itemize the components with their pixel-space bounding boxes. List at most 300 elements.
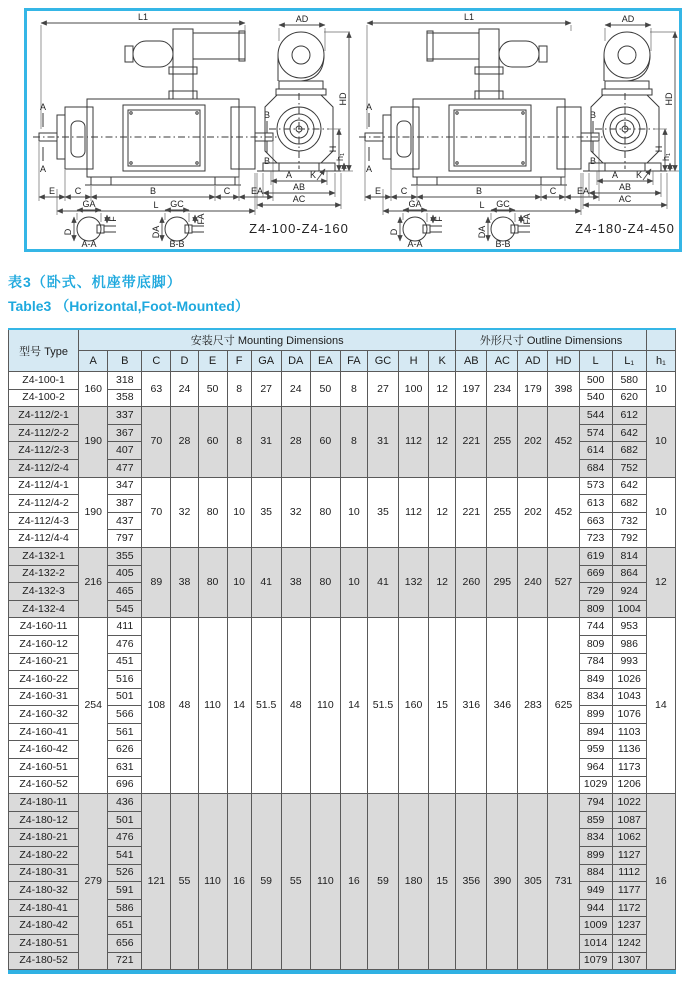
dim-label-ad: AD [295, 14, 309, 24]
cell-L1: 642 [612, 424, 646, 442]
cell-K: 12 [429, 547, 456, 617]
cell-A: 216 [79, 547, 108, 617]
cell-B: 358 [108, 389, 142, 407]
cell-type: Z4-112/2-4 [9, 459, 79, 477]
dim-label-b: B [475, 186, 483, 196]
cell-type: Z4-160-11 [9, 618, 79, 636]
cell-AD: 202 [518, 477, 548, 547]
cell-GA: 27 [251, 372, 281, 407]
dim-label-e: E [374, 186, 382, 196]
cell-L: 669 [579, 565, 612, 583]
cell-L1: 682 [612, 495, 646, 513]
dim-label-c: C [549, 186, 557, 196]
cell-L: 784 [579, 653, 612, 671]
drawing-z4-100-160 [27, 11, 353, 248]
dim-label-k: K [635, 170, 643, 180]
cell-GA: 41 [251, 547, 281, 617]
cell-type: Z4-160-32 [9, 706, 79, 724]
cell-GC: 41 [367, 547, 398, 617]
cell-type: Z4-160-22 [9, 671, 79, 689]
cell-EA: 80 [310, 547, 340, 617]
cell-H: 100 [399, 372, 429, 407]
header-col-HD: HD [548, 351, 579, 372]
cell-A: 190 [79, 477, 108, 547]
cell-B: 405 [108, 565, 142, 583]
dim-label-h: H [654, 145, 664, 153]
cell-B: 451 [108, 653, 142, 671]
header-col-FA: FA [340, 351, 367, 372]
cell-H: 160 [399, 618, 429, 794]
cell-DA: 24 [281, 372, 310, 407]
header-col-AD: AD [518, 351, 548, 372]
drawing-labels [366, 12, 596, 248]
cell-H: 112 [399, 477, 429, 547]
cell-AC: 255 [487, 477, 518, 547]
table-bottom-rule [8, 970, 676, 974]
dimension-table-wrap [8, 328, 676, 974]
section-caption-bb: B-B [495, 239, 511, 248]
cell-AD: 179 [518, 372, 548, 407]
cell-type: Z4-132-4 [9, 600, 79, 618]
cell-GA: 51.5 [251, 618, 281, 794]
cell-type: Z4-132-2 [9, 565, 79, 583]
dim-label-ga: GA [82, 199, 96, 209]
cell-DA: 28 [281, 407, 310, 477]
cell-L: 949 [579, 882, 612, 900]
cell-GA: 31 [251, 407, 281, 477]
cell-h1: 10 [646, 477, 675, 547]
cell-L: 1029 [579, 776, 612, 794]
cell-L1: 993 [612, 653, 646, 671]
cell-L: 614 [579, 442, 612, 460]
cell-F: 8 [227, 407, 251, 477]
section-marker-a: A [39, 164, 47, 174]
cell-L1: 620 [612, 389, 646, 407]
dim-label-k: K [309, 170, 317, 180]
cell-B: 347 [108, 477, 142, 495]
dim-label-l1: L1 [137, 12, 149, 22]
cell-D: 55 [171, 794, 198, 970]
table-row [9, 372, 676, 390]
cell-E: 50 [198, 372, 227, 407]
cell-E: 80 [198, 477, 227, 547]
dim-label-l1: L1 [463, 12, 475, 22]
cell-L: 859 [579, 811, 612, 829]
table-title-english: Table3 （Horizontal,Foot-Mounted） [8, 298, 249, 314]
cell-GC: 51.5 [367, 618, 398, 794]
cell-B: 501 [108, 688, 142, 706]
cell-HD: 625 [548, 618, 579, 794]
cell-h1: 16 [646, 794, 675, 970]
cell-B: 387 [108, 495, 142, 513]
cell-type: Z4-180-42 [9, 917, 79, 935]
cell-L: 729 [579, 583, 612, 601]
table-row [9, 618, 676, 636]
header-col-L1: L₁ [612, 351, 646, 372]
cell-type: Z4-112/4-4 [9, 530, 79, 548]
cell-HD: 452 [548, 407, 579, 477]
header-empty [646, 329, 675, 351]
cell-L: 744 [579, 618, 612, 636]
cell-B: 541 [108, 847, 142, 865]
cell-K: 15 [429, 618, 456, 794]
cell-L1: 1242 [612, 935, 646, 953]
header-col-DA: DA [281, 351, 310, 372]
section-caption-aa: A-A [81, 239, 97, 248]
cell-AD: 305 [518, 794, 548, 970]
cell-L1: 953 [612, 618, 646, 636]
cell-L1: 752 [612, 459, 646, 477]
cell-DA: 32 [281, 477, 310, 547]
cell-type: Z4-112/2-3 [9, 442, 79, 460]
cell-FA: 10 [340, 477, 367, 547]
header-type: 型号 Type [9, 329, 79, 372]
cell-B: 566 [108, 706, 142, 724]
cell-A: 254 [79, 618, 108, 794]
cell-EA: 110 [310, 618, 340, 794]
cell-FA: 10 [340, 547, 367, 617]
section-caption-bb: B-B [169, 239, 185, 248]
cell-L: 809 [579, 600, 612, 618]
cell-type: Z4-100-2 [9, 389, 79, 407]
cell-E: 60 [198, 407, 227, 477]
cell-C: 70 [142, 477, 171, 547]
cell-B: 696 [108, 776, 142, 794]
drawing-z4-180-450 [353, 11, 679, 248]
cell-L1: 682 [612, 442, 646, 460]
section-marker-b: B [589, 156, 597, 166]
cell-type: Z4-180-11 [9, 794, 79, 812]
cell-L: 964 [579, 759, 612, 777]
cell-L1: 924 [612, 583, 646, 601]
cell-L: 794 [579, 794, 612, 812]
dim-label-c: C [223, 186, 231, 196]
cell-D: 24 [171, 372, 198, 407]
cell-B: 797 [108, 530, 142, 548]
dim-label-l: L [479, 200, 485, 210]
cell-B: 367 [108, 424, 142, 442]
cell-L1: 814 [612, 547, 646, 565]
cell-L: 500 [579, 372, 612, 390]
dim-label-f: F [108, 216, 118, 222]
cell-type: Z4-160-41 [9, 723, 79, 741]
cell-L: 1014 [579, 935, 612, 953]
dim-label-gc: GC [496, 199, 510, 209]
cell-AC: 255 [487, 407, 518, 477]
cell-h1: 14 [646, 618, 675, 794]
cell-AC: 390 [487, 794, 518, 970]
cell-GC: 31 [367, 407, 398, 477]
section-marker-b: B [263, 110, 271, 120]
cell-L1: 1076 [612, 706, 646, 724]
section-marker-a: A [39, 102, 47, 112]
cell-L1: 1307 [612, 952, 646, 970]
section-marker-a: A [365, 102, 373, 112]
cell-L: 574 [579, 424, 612, 442]
cell-B: 465 [108, 583, 142, 601]
cell-GA: 59 [251, 794, 281, 970]
header-outline-dimensions: 外形尺寸 Outline Dimensions [456, 329, 647, 351]
cell-L1: 1206 [612, 776, 646, 794]
cell-B: 411 [108, 618, 142, 636]
cell-type: Z4-132-1 [9, 547, 79, 565]
cell-HD: 527 [548, 547, 579, 617]
dim-label-f: F [434, 216, 444, 222]
cell-type: Z4-112/4-3 [9, 512, 79, 530]
cell-C: 70 [142, 407, 171, 477]
cell-D: 38 [171, 547, 198, 617]
cell-FA: 8 [340, 407, 367, 477]
drawing-caption-right: Z4-180-Z4-450 [575, 221, 675, 236]
cell-A: 190 [79, 407, 108, 477]
section-marker-b: B [263, 156, 271, 166]
cell-type: Z4-160-31 [9, 688, 79, 706]
cell-h1: 10 [646, 407, 675, 477]
cell-L: 834 [579, 688, 612, 706]
cell-AB: 221 [456, 477, 487, 547]
cell-L1: 986 [612, 635, 646, 653]
cell-A: 160 [79, 372, 108, 407]
header-col-AC: AC [487, 351, 518, 372]
header-col-K: K [429, 351, 456, 372]
cell-EA: 110 [310, 794, 340, 970]
cell-L: 959 [579, 741, 612, 759]
blower-assembly [125, 29, 245, 99]
cell-L: 944 [579, 899, 612, 917]
cell-type: Z4-160-42 [9, 741, 79, 759]
cell-type: Z4-160-51 [9, 759, 79, 777]
header-col-GC: GC [367, 351, 398, 372]
cell-DA: 48 [281, 618, 310, 794]
dim-label-h1: h₁ [661, 152, 671, 162]
cell-B: 407 [108, 442, 142, 460]
cell-L1: 1173 [612, 759, 646, 777]
cell-L1: 732 [612, 512, 646, 530]
cell-L: 540 [579, 389, 612, 407]
cell-C: 63 [142, 372, 171, 407]
cell-L: 573 [579, 477, 612, 495]
dimension-table [8, 328, 676, 970]
dim-label-ea: EA [576, 186, 590, 196]
motor-side-view [359, 29, 605, 185]
cell-DA: 38 [281, 547, 310, 617]
cell-C: 121 [142, 794, 171, 970]
cell-type: Z4-180-51 [9, 935, 79, 953]
cell-AB: 356 [456, 794, 487, 970]
header-col-F: F [227, 351, 251, 372]
dim-label-d: D [63, 228, 73, 236]
cell-type: Z4-112/4-2 [9, 495, 79, 513]
cell-L: 884 [579, 864, 612, 882]
cell-F: 14 [227, 618, 251, 794]
cell-D: 32 [171, 477, 198, 547]
dim-label-ac: AC [292, 194, 306, 204]
cell-L: 809 [579, 635, 612, 653]
cell-type: Z4-160-12 [9, 635, 79, 653]
dim-label-h1: h₁ [335, 152, 345, 162]
dim-label-ac: AC [618, 194, 632, 204]
cell-L1: 864 [612, 565, 646, 583]
dim-label-hd: HD [338, 92, 348, 106]
cell-FA: 16 [340, 794, 367, 970]
cell-type: Z4-180-32 [9, 882, 79, 900]
dim-label-ab: AB [292, 182, 306, 192]
cell-h1: 12 [646, 547, 675, 617]
cell-E: 110 [198, 794, 227, 970]
cell-F: 10 [227, 477, 251, 547]
cell-H: 132 [399, 547, 429, 617]
dim-label-ad: AD [621, 14, 635, 24]
cell-H: 180 [399, 794, 429, 970]
cell-L1: 1127 [612, 847, 646, 865]
dim-label-e: E [48, 186, 56, 196]
cell-L: 619 [579, 547, 612, 565]
drawing-panel [24, 8, 682, 252]
table-body [9, 372, 676, 970]
cell-D: 48 [171, 618, 198, 794]
dim-label-ab: AB [618, 182, 632, 192]
dim-label-da: DA [151, 225, 161, 239]
cell-L1: 792 [612, 530, 646, 548]
cell-B: 656 [108, 935, 142, 953]
dim-label-ga: GA [408, 199, 422, 209]
table-title-chinese: 表3（卧式、机座带底脚） [8, 274, 182, 290]
cell-B: 318 [108, 372, 142, 390]
dim-label-c: C [74, 186, 82, 196]
cell-type: Z4-112/2-1 [9, 407, 79, 425]
header-col-AB: AB [456, 351, 487, 372]
header-col-C: C [142, 351, 171, 372]
cell-C: 108 [142, 618, 171, 794]
cell-L: 613 [579, 495, 612, 513]
cell-type: Z4-180-12 [9, 811, 79, 829]
cell-B: 355 [108, 547, 142, 565]
cell-L: 1079 [579, 952, 612, 970]
cell-B: 591 [108, 882, 142, 900]
header-col-H: H [399, 351, 429, 372]
motor-side-view [33, 29, 279, 185]
cell-L1: 612 [612, 407, 646, 425]
cell-EA: 60 [310, 407, 340, 477]
cell-L1: 1004 [612, 600, 646, 618]
cell-AC: 234 [487, 372, 518, 407]
cell-L1: 1112 [612, 864, 646, 882]
dim-label-fa: FA [196, 213, 206, 225]
drawing-caption-left: Z4-100-Z4-160 [249, 221, 349, 236]
cell-B: 626 [108, 741, 142, 759]
cell-GC: 59 [367, 794, 398, 970]
header-col-GA: GA [251, 351, 281, 372]
cell-h1: 10 [646, 372, 675, 407]
cell-AC: 295 [487, 547, 518, 617]
cell-L1: 1062 [612, 829, 646, 847]
cell-B: 586 [108, 899, 142, 917]
table-row [9, 477, 676, 495]
cell-B: 651 [108, 917, 142, 935]
cell-AB: 221 [456, 407, 487, 477]
cell-B: 561 [108, 723, 142, 741]
cell-B: 437 [108, 512, 142, 530]
cell-E: 110 [198, 618, 227, 794]
header-mounting-dimensions: 安装尺寸 Mounting Dimensions [79, 329, 456, 351]
cell-D: 28 [171, 407, 198, 477]
cell-B: 477 [108, 459, 142, 477]
cell-L1: 1177 [612, 882, 646, 900]
dim-label-a: A [611, 170, 619, 180]
cell-B: 526 [108, 864, 142, 882]
cell-L1: 1103 [612, 723, 646, 741]
dim-label-hd: HD [664, 92, 674, 106]
dim-label-h: H [328, 145, 338, 153]
cell-L: 663 [579, 512, 612, 530]
cell-L: 899 [579, 706, 612, 724]
cell-F: 16 [227, 794, 251, 970]
header-col-h1: h₁ [646, 351, 675, 372]
cell-F: 8 [227, 372, 251, 407]
blower-assembly [427, 29, 547, 99]
cell-L1: 1172 [612, 899, 646, 917]
cell-K: 15 [429, 794, 456, 970]
cell-L1: 642 [612, 477, 646, 495]
cell-type: Z4-132-3 [9, 583, 79, 601]
cell-L: 684 [579, 459, 612, 477]
cell-AB: 260 [456, 547, 487, 617]
cell-K: 12 [429, 407, 456, 477]
cell-FA: 8 [340, 372, 367, 407]
cell-type: Z4-160-52 [9, 776, 79, 794]
header-col-A: A [79, 351, 108, 372]
cell-HD: 731 [548, 794, 579, 970]
cell-type: Z4-100-1 [9, 372, 79, 390]
dim-label-ea: EA [250, 186, 264, 196]
cell-L1: 580 [612, 372, 646, 390]
cell-B: 476 [108, 829, 142, 847]
cell-GC: 27 [367, 372, 398, 407]
cell-type: Z4-160-21 [9, 653, 79, 671]
cell-B: 516 [108, 671, 142, 689]
cell-A: 279 [79, 794, 108, 970]
section-marker-a: A [365, 164, 373, 174]
cell-type: Z4-112/4-1 [9, 477, 79, 495]
section-marker-b: B [589, 110, 597, 120]
cell-FA: 14 [340, 618, 367, 794]
cell-B: 545 [108, 600, 142, 618]
cell-DA: 55 [281, 794, 310, 970]
cell-AC: 346 [487, 618, 518, 794]
cell-L: 723 [579, 530, 612, 548]
cell-L1: 1136 [612, 741, 646, 759]
header-col-E: E [198, 351, 227, 372]
cell-L: 899 [579, 847, 612, 865]
dim-label-da: DA [477, 225, 487, 239]
cell-type: Z4-180-31 [9, 864, 79, 882]
cell-HD: 398 [548, 372, 579, 407]
cell-type: Z4-180-52 [9, 952, 79, 970]
cell-L: 894 [579, 723, 612, 741]
cell-GA: 35 [251, 477, 281, 547]
table-row [9, 547, 676, 565]
cell-F: 10 [227, 547, 251, 617]
cell-H: 112 [399, 407, 429, 477]
cell-B: 631 [108, 759, 142, 777]
cell-L: 544 [579, 407, 612, 425]
dim-label-gc: GC [170, 199, 184, 209]
cell-EA: 50 [310, 372, 340, 407]
header-col-EA: EA [310, 351, 340, 372]
cell-type: Z4-112/2-2 [9, 424, 79, 442]
cell-B: 436 [108, 794, 142, 812]
cell-L: 1009 [579, 917, 612, 935]
